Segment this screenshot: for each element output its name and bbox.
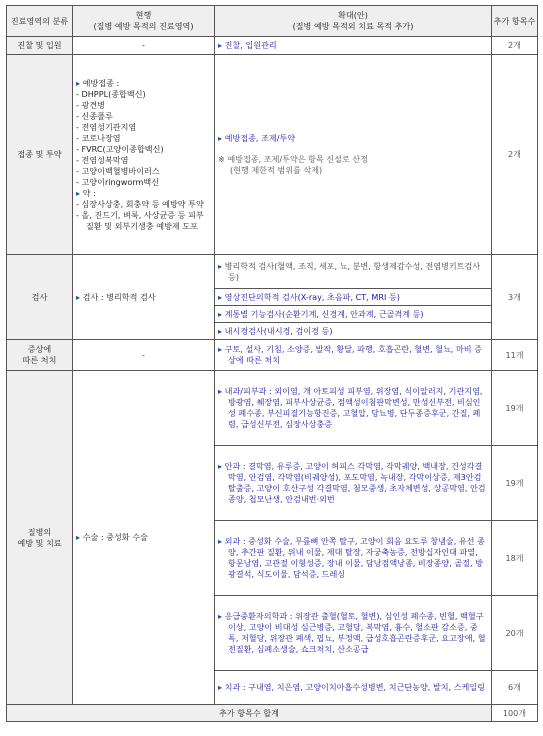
current-injection xyxy=(73,55,215,255)
area-symptom: 증상에 따른 처치 xyxy=(7,340,73,371)
count-exam: 2개 xyxy=(492,37,538,55)
proposal-disease-group: ▸ 응급중환자의학과 : 위장관 출혈(혈토, 혈변), 심인성 폐수종, 빈혈, 백혈구 이상, 고양이 비대성 심근병증, 고혈당, 복막염, 흉수, 혈소판 감소증, 중독, 저혈당, 위장관 폐색, 핍뇨, 부정맥, 급성호흡곤란증후군, 요고장애, 혈전질환, 심폐소생술, 쇼크처치, 산소공급 xyxy=(215,596,492,671)
row-injection xyxy=(7,55,538,255)
current-exam: - xyxy=(73,37,215,55)
area-inspection: 검사 xyxy=(7,255,73,340)
area-exam: 진찰 및 입원 xyxy=(7,37,73,55)
proposal-disease-group: ▸ 외과 : 중성화 수술, 무릎뼈 안쪽 탈구, 고양이 회음 요도루 창냄술, 유선 종양, 추간판 질환, 위내 이물, 제대 탈장, 자궁축농증, 전방십자인대 파열, 항문낭염, 고관절 이형성증, 장내 이물, 담낭점액낭종, 비장종양, 골절, 방광결석, 식도이물, 담석증, 드레싱 xyxy=(215,521,492,596)
proposal-injection-note: ※ 예방접종, 조제/투약은 항목 신설로 산정 xyxy=(218,154,369,164)
proposal-injection-main: ▸ 예방접종, 조제/투약 xyxy=(218,133,296,143)
header-current-title: 현행 xyxy=(135,10,152,20)
header-proposal-sub: (질병 예방 목적외 치료 목적 추가) xyxy=(292,21,414,31)
area-disease: 질병의 예방 및 치료 xyxy=(7,371,73,705)
comparison-table xyxy=(6,5,538,722)
total-label: 추가 항목수 합계 xyxy=(7,705,492,722)
area-injection: 접종 및 투약 xyxy=(7,55,73,255)
proposal-inspection-item: ▸ 계통별 기능검사(순환기계, 신경계, 안과계, 근골격계 등) xyxy=(215,306,492,323)
proposal-inspection-item: ▸ 영상진단의학적 검사(X-ray, 초음파, CT, MRI 등) xyxy=(215,289,492,306)
current-inspection: ▸ 검사 : 병리학적 검사 xyxy=(73,255,215,340)
row-disease-1 xyxy=(7,371,538,446)
proposal-injection xyxy=(215,55,492,255)
header-current-sub: (질병 예방 목적의 진료영역) xyxy=(93,21,194,31)
current-item: - 고양이백혈병바이러스 xyxy=(76,165,160,176)
current-disease: ▸ 수술 : 중성화 수술 xyxy=(73,371,215,705)
header-row xyxy=(7,6,538,37)
proposal-disease-group: ▸ 안과 : 결막염, 유루증, 고양이 허피스 각막염, 각막궤양, 백내장, 건성각결막염, 안검염, 각막염(비궤양성), 포도막염, 녹내장, 각막이상증, 제3안검 탈출증, 고양이 호산구성 각결막염, 첨모중생, 초자체변성, 상공막염, 안검종양, 첩모난생, 안검내번·외번 xyxy=(215,446,492,521)
proposal-inspection-item: ▸ 내시경검사(내시경, 검이경 등) xyxy=(215,323,492,340)
header-current xyxy=(73,6,215,37)
row-exam xyxy=(7,37,538,55)
header-proposal-title: 확대(안) xyxy=(338,10,368,20)
proposal-disease-group: ▸ 치과 : 구내염, 치은염, 고양이치아흡수성병변, 치근단농양, 발치, 스케일링 xyxy=(215,671,492,705)
header-count: 추가 항목수 xyxy=(492,6,538,37)
row-inspection-1 xyxy=(7,255,538,289)
current-item: - 고양이ringworm백신 xyxy=(76,176,160,187)
current-item: - 광견병 xyxy=(76,99,105,110)
count-disease-group: 6개 xyxy=(492,671,538,705)
current-item: - 신종플루 xyxy=(76,110,113,121)
count-injection: 2개 xyxy=(492,55,538,255)
proposal-exam-text: 진찰, 입원관리 xyxy=(224,40,277,50)
current-item: - 코로나장염 xyxy=(76,132,121,143)
proposal-inspection-item: ▸ 병리학적 검사(혈액, 조직, 세포, 뇨, 분변, 항생제감수성, 전염병키트검사 등) xyxy=(215,255,492,289)
count-symptom: 11개 xyxy=(492,340,538,371)
proposal-injection-note2: (현행 제한적 범위를 삭제) xyxy=(230,165,323,175)
current-item: ▸ 약 : xyxy=(76,187,96,198)
header-proposal xyxy=(215,6,492,37)
count-disease-group: 19개 xyxy=(492,446,538,521)
proposal-symptom: ▸ 구토, 설사, 기침, 소양증, 발작, 황달, 파행, 호흡곤란, 혈변, 혈뇨, 마비 증상에 따른 처치 xyxy=(215,340,492,371)
current-item: - 올, 진드기, 벼룩, 사상균증 등 피부질환 및 외부기생충 예방제 도포 xyxy=(76,209,204,231)
current-item: - DHPPL(종합백신) xyxy=(76,88,146,99)
row-symptom xyxy=(7,340,538,371)
row-total xyxy=(7,705,538,722)
count-inspection: 3개 xyxy=(492,255,538,340)
total-count: 100개 xyxy=(492,705,538,722)
current-item: - FVRC(고양이종합백신) xyxy=(76,143,164,154)
header-area: 진료영역의 분류 xyxy=(7,6,73,37)
current-symptom: - xyxy=(73,340,215,371)
count-disease-group: 20개 xyxy=(492,596,538,671)
proposal-exam xyxy=(215,37,492,55)
bullet-icon: ▸ xyxy=(218,40,223,50)
current-item: ▸ 예방접종 : xyxy=(76,77,120,88)
current-item: - 전염성복막염 xyxy=(76,154,129,165)
current-item: - 심장사상충, 회충약 등 예방약 투약 xyxy=(76,198,204,209)
proposal-disease-group: ▸ 내과/피부과 : 외이염, 개 아토피성 피부염, 위장염, 식이알러지, 기관지염, 방광염, 췌장염, 피부사상균증, 점액성이첨판막변성, 만성신부전, 비심인성 폐수종, 부신피질기능항진증, 고혈압, 당뇨병, 단두종증후군, 간질, 폐렴, 급성신부전, 심장사상충증 xyxy=(215,371,492,446)
count-disease-group: 18개 xyxy=(492,521,538,596)
current-item: - 전염성기관지염 xyxy=(76,121,137,132)
count-disease-group: 19개 xyxy=(492,371,538,446)
